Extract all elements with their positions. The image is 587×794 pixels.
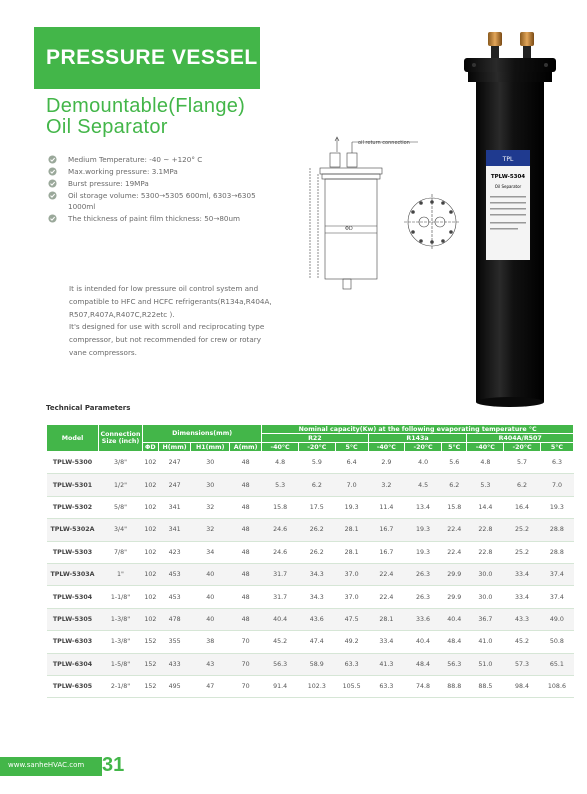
table-cell: 5/8" xyxy=(99,496,143,518)
header-dim: H1(mm) xyxy=(191,443,230,452)
table-cell: 24.6 xyxy=(262,541,299,563)
model-cell: TPLW-6304 xyxy=(47,653,99,675)
table-cell: 47 xyxy=(191,675,230,697)
table-cell: 56.3 xyxy=(262,653,299,675)
header-refrigerant: R404A/R507 xyxy=(467,434,574,443)
table-cell: 33.4 xyxy=(504,586,541,608)
table-cell: 28.8 xyxy=(540,541,573,563)
table-cell: 26.3 xyxy=(405,563,442,585)
table-cell: 38 xyxy=(191,631,230,653)
table-cell: 36.7 xyxy=(467,608,504,630)
table-cell: 74.8 xyxy=(405,675,442,697)
table-row xyxy=(47,496,574,518)
table-row xyxy=(47,631,574,653)
table-cell: 40.4 xyxy=(441,608,467,630)
table-cell: 88.8 xyxy=(441,675,467,697)
table-cell: 102.3 xyxy=(298,675,335,697)
table-cell: 70 xyxy=(229,631,261,653)
technical-parameters-title: Technical Parameters xyxy=(46,404,131,412)
table-cell: 423 xyxy=(158,541,191,563)
table-cell: 102 xyxy=(143,586,159,608)
table-cell: 51.0 xyxy=(467,653,504,675)
table-cell: 7.0 xyxy=(335,474,368,496)
table-cell: 355 xyxy=(158,631,191,653)
table-cell: 28.8 xyxy=(540,519,573,541)
model-cell: TPLW-5303A xyxy=(47,563,99,585)
table-cell: 16.7 xyxy=(368,541,405,563)
model-cell: TPLW-5305 xyxy=(47,608,99,630)
product-description: It is intended for low pressure oil control system and compatible to HFC and HCFC refrigerants(R134a,R404A, R507,R407A,R407C,R22etc ). It's designed for use with scroll and reciprocating type compressor, but not recommended for crew or rotary vane compressors. xyxy=(69,284,272,357)
header-dimensions: Dimensions(mm) xyxy=(143,425,262,443)
table-row xyxy=(47,608,574,630)
header-temp: -20°C xyxy=(298,443,335,452)
table-cell: 4.8 xyxy=(467,452,504,474)
table-cell: 19.3 xyxy=(405,541,442,563)
table-row xyxy=(47,563,574,585)
table-cell: 6.2 xyxy=(298,474,335,496)
table-cell: 29.9 xyxy=(441,563,467,585)
table-cell: 1-3/8" xyxy=(99,631,143,653)
table-cell: 70 xyxy=(229,653,261,675)
check-circle-icon xyxy=(48,155,57,164)
header-temp: -40°C xyxy=(467,443,504,452)
feature-item: Max.working pressure: 3.1MPa xyxy=(46,166,316,177)
table-cell: 102 xyxy=(143,474,159,496)
model-cell: TPLW-5302 xyxy=(47,496,99,518)
header-temp: 5°C xyxy=(441,443,467,452)
table-cell: 70 xyxy=(229,675,261,697)
table-cell: 5.7 xyxy=(504,452,541,474)
table-cell: 1" xyxy=(99,563,143,585)
table-cell: 50.8 xyxy=(540,631,573,653)
table-cell: 26.2 xyxy=(298,541,335,563)
table-cell: 43.6 xyxy=(298,608,335,630)
table-cell: 102 xyxy=(143,608,159,630)
table-cell: 40.4 xyxy=(262,608,299,630)
model-cell: TPLW-5301 xyxy=(47,474,99,496)
table-cell: 22.4 xyxy=(368,586,405,608)
table-cell: 31.7 xyxy=(262,586,299,608)
model-cell: TPLW-5302A xyxy=(47,519,99,541)
section-banner xyxy=(34,27,260,89)
table-cell: 37.4 xyxy=(540,586,573,608)
label-brand: TPL xyxy=(502,156,514,163)
table-cell: 47.4 xyxy=(298,631,335,653)
table-cell: 105.5 xyxy=(335,675,368,697)
model-cell: TPLW-5304 xyxy=(47,586,99,608)
header-refrigerant: R22 xyxy=(262,434,368,443)
table-cell: 56.3 xyxy=(441,653,467,675)
table-cell: 37.0 xyxy=(335,563,368,585)
table-cell: 2-1/8" xyxy=(99,675,143,697)
table-cell: 6.3 xyxy=(540,452,573,474)
check-circle-icon xyxy=(48,191,57,200)
feature-continuation: 1000ml xyxy=(68,202,96,211)
table-cell: 49.2 xyxy=(335,631,368,653)
table-row xyxy=(47,586,574,608)
table-cell: 32 xyxy=(191,519,230,541)
feature-item: The thickness of paint film thickness: 50→80um xyxy=(46,213,316,224)
table-cell: 48.4 xyxy=(441,631,467,653)
table-cell: 48 xyxy=(229,519,261,541)
table-cell: 495 xyxy=(158,675,191,697)
table-cell: 45.2 xyxy=(504,631,541,653)
table-cell: 102 xyxy=(143,519,159,541)
feature-item: Burst pressure: 19MPa xyxy=(46,178,316,189)
table-cell: 48 xyxy=(229,496,261,518)
table-cell: 26.3 xyxy=(405,586,442,608)
table-cell: 6.2 xyxy=(441,474,467,496)
table-cell: 30 xyxy=(191,474,230,496)
table-cell: 152 xyxy=(143,675,159,697)
table-cell: 37.4 xyxy=(540,563,573,585)
table-body xyxy=(47,452,574,698)
table-cell: 5.3 xyxy=(262,474,299,496)
table-cell: 40.4 xyxy=(405,631,442,653)
footer-url: www.sanheHVAC.com xyxy=(8,761,85,769)
table-row xyxy=(47,519,574,541)
table-cell: 341 xyxy=(158,519,191,541)
table-cell: 25.2 xyxy=(504,541,541,563)
table-cell: 14.4 xyxy=(467,496,504,518)
table-cell: 22.4 xyxy=(441,519,467,541)
table-cell: 48 xyxy=(229,608,261,630)
table-cell: 34.3 xyxy=(298,563,335,585)
table-cell: 30.0 xyxy=(467,586,504,608)
table-cell: 30.0 xyxy=(467,563,504,585)
table-cell: 98.4 xyxy=(504,675,541,697)
table-cell: 5.3 xyxy=(467,474,504,496)
product-title-line2: Oil Separator xyxy=(46,116,168,138)
table-cell: 102 xyxy=(143,496,159,518)
model-cell: TPLW-6303 xyxy=(47,631,99,653)
table-cell: 152 xyxy=(143,631,159,653)
table-cell: 433 xyxy=(158,653,191,675)
table-cell: 341 xyxy=(158,496,191,518)
table-cell: 4.0 xyxy=(405,452,442,474)
check-circle-icon xyxy=(48,179,57,188)
table-row xyxy=(47,675,574,697)
model-cell: TPLW-5303 xyxy=(47,541,99,563)
table-cell: 22.4 xyxy=(441,541,467,563)
header-temp: 5°C xyxy=(335,443,368,452)
header-dim: H(mm) xyxy=(158,443,191,452)
table-cell: 47.5 xyxy=(335,608,368,630)
table-cell: 88.5 xyxy=(467,675,504,697)
check-circle-icon xyxy=(48,214,57,223)
table-cell: 5.9 xyxy=(298,452,335,474)
table-cell: 28.1 xyxy=(368,608,405,630)
table-cell: 102 xyxy=(143,452,159,474)
table-cell: 48 xyxy=(229,563,261,585)
table-cell: 7.0 xyxy=(540,474,573,496)
table-cell: 1-3/8" xyxy=(99,608,143,630)
table-cell: 63.3 xyxy=(335,653,368,675)
table-cell: 247 xyxy=(158,452,191,474)
diameter-label: ΦD xyxy=(345,226,353,232)
table-cell: 31.7 xyxy=(262,563,299,585)
table-cell: 48 xyxy=(229,452,261,474)
table-cell: 1-1/8" xyxy=(99,586,143,608)
oil-separator-product-image xyxy=(458,30,558,410)
feature-item: Oil storage volume: 5300→5305 600ml, 6303→6305 1000ml xyxy=(46,190,316,212)
check-circle-icon xyxy=(48,167,57,176)
table-cell: 33.4 xyxy=(368,631,405,653)
table-cell: 3/4" xyxy=(99,519,143,541)
table-cell: 19.3 xyxy=(540,496,573,518)
table-cell: 65.1 xyxy=(540,653,573,675)
header-dim: ΦD xyxy=(143,443,159,452)
table-cell: 13.4 xyxy=(405,496,442,518)
table-cell: 48 xyxy=(229,474,261,496)
model-cell: TPLW-6305 xyxy=(47,675,99,697)
table-cell: 478 xyxy=(158,608,191,630)
table-cell: 33.4 xyxy=(504,563,541,585)
table-cell: 34.3 xyxy=(298,586,335,608)
table-cell: 49.0 xyxy=(540,608,573,630)
table-cell: 453 xyxy=(158,586,191,608)
header-model: Model xyxy=(47,425,99,452)
table-cell: 16.4 xyxy=(504,496,541,518)
table-cell: 152 xyxy=(143,653,159,675)
table-cell: 34 xyxy=(191,541,230,563)
table-cell: 30 xyxy=(191,452,230,474)
table-cell: 1-5/8" xyxy=(99,653,143,675)
header-dim: A(mm) xyxy=(229,443,261,452)
table-cell: 32 xyxy=(191,496,230,518)
page-number: 31 xyxy=(102,754,125,776)
table-cell: 3.2 xyxy=(368,474,405,496)
table-cell: 5.6 xyxy=(441,452,467,474)
table-row xyxy=(47,452,574,474)
model-cell: TPLW-5300 xyxy=(47,452,99,474)
table-cell: 48.4 xyxy=(405,653,442,675)
table-cell: 6.4 xyxy=(335,452,368,474)
table-cell: 2.9 xyxy=(368,452,405,474)
banner-title: PRESSURE VESSEL xyxy=(46,46,258,69)
table-cell: 43 xyxy=(191,653,230,675)
table-cell: 26.2 xyxy=(298,519,335,541)
table-row xyxy=(47,653,574,675)
table-cell: 22.8 xyxy=(467,519,504,541)
technical-drawing xyxy=(300,130,460,305)
table-cell: 29.9 xyxy=(441,586,467,608)
table-cell: 11.4 xyxy=(368,496,405,518)
table-cell: 37.0 xyxy=(335,586,368,608)
table-cell: 48 xyxy=(229,541,261,563)
table-cell: 102 xyxy=(143,563,159,585)
table-cell: 45.2 xyxy=(262,631,299,653)
feature-list xyxy=(46,154,316,225)
table-cell: 1/2" xyxy=(99,474,143,496)
table-cell: 19.3 xyxy=(405,519,442,541)
table-cell: 41.0 xyxy=(467,631,504,653)
header-capacity: Nominal capacity(Kw) at the following evaporating temperature °C xyxy=(262,425,574,434)
table-cell: 247 xyxy=(158,474,191,496)
header-temp: 5°C xyxy=(540,443,573,452)
table-cell: 3/8" xyxy=(99,452,143,474)
table-cell: 40 xyxy=(191,563,230,585)
table-cell: 25.2 xyxy=(504,519,541,541)
table-cell: 41.3 xyxy=(368,653,405,675)
table-cell: 58.9 xyxy=(298,653,335,675)
table-cell: 4.8 xyxy=(262,452,299,474)
table-cell: 63.3 xyxy=(368,675,405,697)
table-cell: 15.8 xyxy=(262,496,299,518)
table-cell: 28.1 xyxy=(335,519,368,541)
table-row xyxy=(47,474,574,496)
feature-item: Medium Temperature: -40 ~ +120° C xyxy=(46,154,316,165)
table-cell: 19.3 xyxy=(335,496,368,518)
label-model: TPLW-5304 xyxy=(490,174,526,180)
table-cell: 6.2 xyxy=(504,474,541,496)
label-name: Oil Separator xyxy=(494,184,522,189)
table-cell: 22.8 xyxy=(467,541,504,563)
table-cell: 48 xyxy=(229,586,261,608)
technical-parameters-table xyxy=(46,424,574,698)
table-cell: 22.4 xyxy=(368,563,405,585)
table-cell: 40 xyxy=(191,586,230,608)
table-cell: 453 xyxy=(158,563,191,585)
header-refrigerant: R143a xyxy=(368,434,467,443)
table-cell: 7/8" xyxy=(99,541,143,563)
table-row xyxy=(47,541,574,563)
table-cell: 16.7 xyxy=(368,519,405,541)
table-cell: 108.6 xyxy=(540,675,573,697)
table-cell: 40 xyxy=(191,608,230,630)
oil-return-label: oil return connection xyxy=(358,140,410,146)
table-cell: 33.6 xyxy=(405,608,442,630)
table-cell: 91.4 xyxy=(262,675,299,697)
table-cell: 17.5 xyxy=(298,496,335,518)
table-cell: 15.8 xyxy=(441,496,467,518)
table-cell: 57.3 xyxy=(504,653,541,675)
header-temp: -40°C xyxy=(262,443,299,452)
table-cell: 43.3 xyxy=(504,608,541,630)
header-temp: -20°C xyxy=(405,443,442,452)
header-connection: Connection Size (inch) xyxy=(99,425,143,452)
table-cell: 4.5 xyxy=(405,474,442,496)
table-cell: 24.6 xyxy=(262,519,299,541)
table-cell: 28.1 xyxy=(335,541,368,563)
product-title-line1: Demountable(Flange) xyxy=(46,95,246,117)
header-temp: -40°C xyxy=(368,443,405,452)
table-cell: 102 xyxy=(143,541,159,563)
header-temp: -20°C xyxy=(504,443,541,452)
